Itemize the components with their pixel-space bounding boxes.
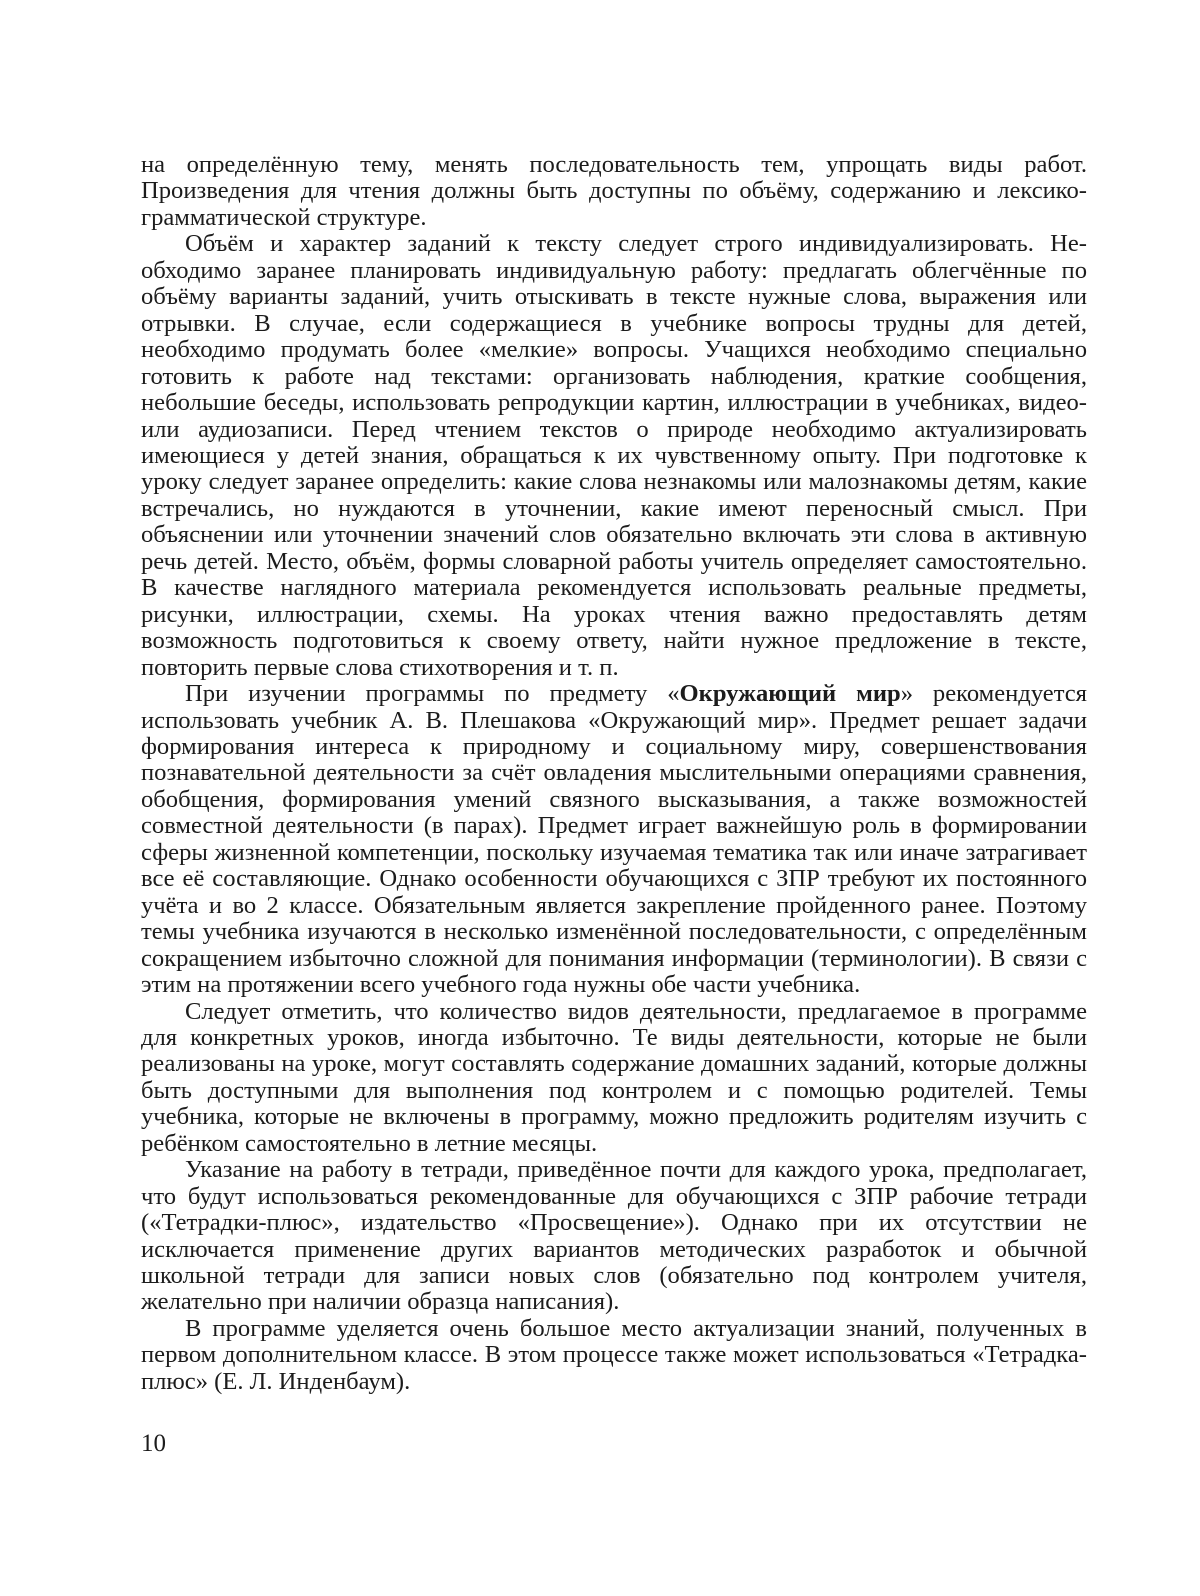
text-run: » рекомендуется использовать учебник А. В. Плешакова «Окружающий мир». Предмет решает задачи формирования интереса к природному и социальному миру, совершенствования познавательной деятельности за счёт овладения мыслительными операциями сравнения, обобщения, формирования умений связного высказывания, а также возможностей совместной деятельности (в парах). Предмет играет важнейшую роль в формировании сферы жизненной компетенции, поскольку изучаемая тематика так или иначе затрагивает все её составляющие. Однако особенности обучающихся с ЗПР требуют их постоянного учёта и во 2 классе. Обязательным является закрепление пройденного ранее. Поэтому темы учебника изучаются в несколько изменённой последовательности, с определённым сокращением избыточно сложной для понимания информации (терминологии). В связи с этим на протяжении всего учебного года нужны обе части учебника. xyxy=(141,680,1087,999)
text-run: Объём и характер заданий к тексту следует строго индивидуализировать. Необходимо заранее планировать индивидуальную работу: предлагать облегчённые по объёму варианты заданий, учить отыскивать в тексте нужные слова, выражения или отрывки. В случае, если содержащиеся в учебнике вопросы трудны для детей, необходимо продумать более «мелкие» вопросы. Учащихся необходимо специально готовить к работе над текстами: организовать наблюдения, краткие сообщения, небольшие беседы, использовать репродукции картин, иллюстрации в учебниках, видео- или аудиозаписи. Перед чтением текстов о природе необходимо актуализировать имеющиеся у детей знания, обращаться к их чувственному опыту. При подготовке к уроку следует заранее определить: какие слова незнакомы или малознакомы детям, какие встречались, но нуждаются в уточнении, какие имеют переносный смысл. При объяснении или уточнении значений слов обязательно включать эти слова в активную речь детей. Место, объём, формы словарной работы учитель определяет самостоятельно. В качестве наглядного материала рекомендуется использовать реальные предметы, рисунки, иллюстрации, схемы. На уроках чтения важно предоставлять детям возможность подготовиться к своему ответу, найти нужное предложение в тексте, повторить первые слова стихотворения и т. п. xyxy=(141,230,1087,681)
paragraph xyxy=(141,999,1087,1158)
text-run: В программе уделяется очень большое место актуализации знаний, полученных в первом дополнительном классе. В этом процессе также может использоваться «Тетрадка-плюс» (Е. Л. Инденбаум). xyxy=(141,1314,1087,1395)
paragraph xyxy=(141,231,1087,681)
page-number: 10 xyxy=(141,1430,166,1457)
text-run: на определённую тему, менять последовательность тем, упрощать виды работ. Произведения для чтения должны быть доступны по объёму, содержанию и лексико-грамматической структуре. xyxy=(141,151,1087,231)
paragraph xyxy=(141,152,1087,231)
text-run: При изучении программы по предмету « xyxy=(185,680,680,708)
text-run: Указание на работу в тетради, приведённое почти для каждого урока, предполагает, что будут использоваться рекомендованные для обучающихся с ЗПР рабочие тетради («Тетрадки-плюс», издательство «Просвещение»). Однако при их отсутствии не исключается применение других вариантов методических разработок и обычной школьной тетради для записи новых слов (обязательно под контролем учителя, желательно при наличии образца написания). xyxy=(141,1156,1087,1316)
text-run: Следует отметить, что количество видов деятельности, предлагаемое в программе для конкретных уроков, иногда избыточно. Те виды деятельности, которые не были реализованы на уроке, могут составлять содержание домашних заданий, которые должны быть доступными для выполнения под контролем и с помощью родителей. Темы учебника, которые не включены в программу, можно предложить родителям изучить с ребёнком самостоятельно в летние месяцы. xyxy=(141,997,1087,1157)
bold-text: Окружающий мир xyxy=(679,680,901,708)
paragraph xyxy=(141,1157,1087,1316)
paragraph xyxy=(141,681,1087,998)
paragraph xyxy=(141,1316,1087,1395)
page-body xyxy=(141,152,1087,1395)
